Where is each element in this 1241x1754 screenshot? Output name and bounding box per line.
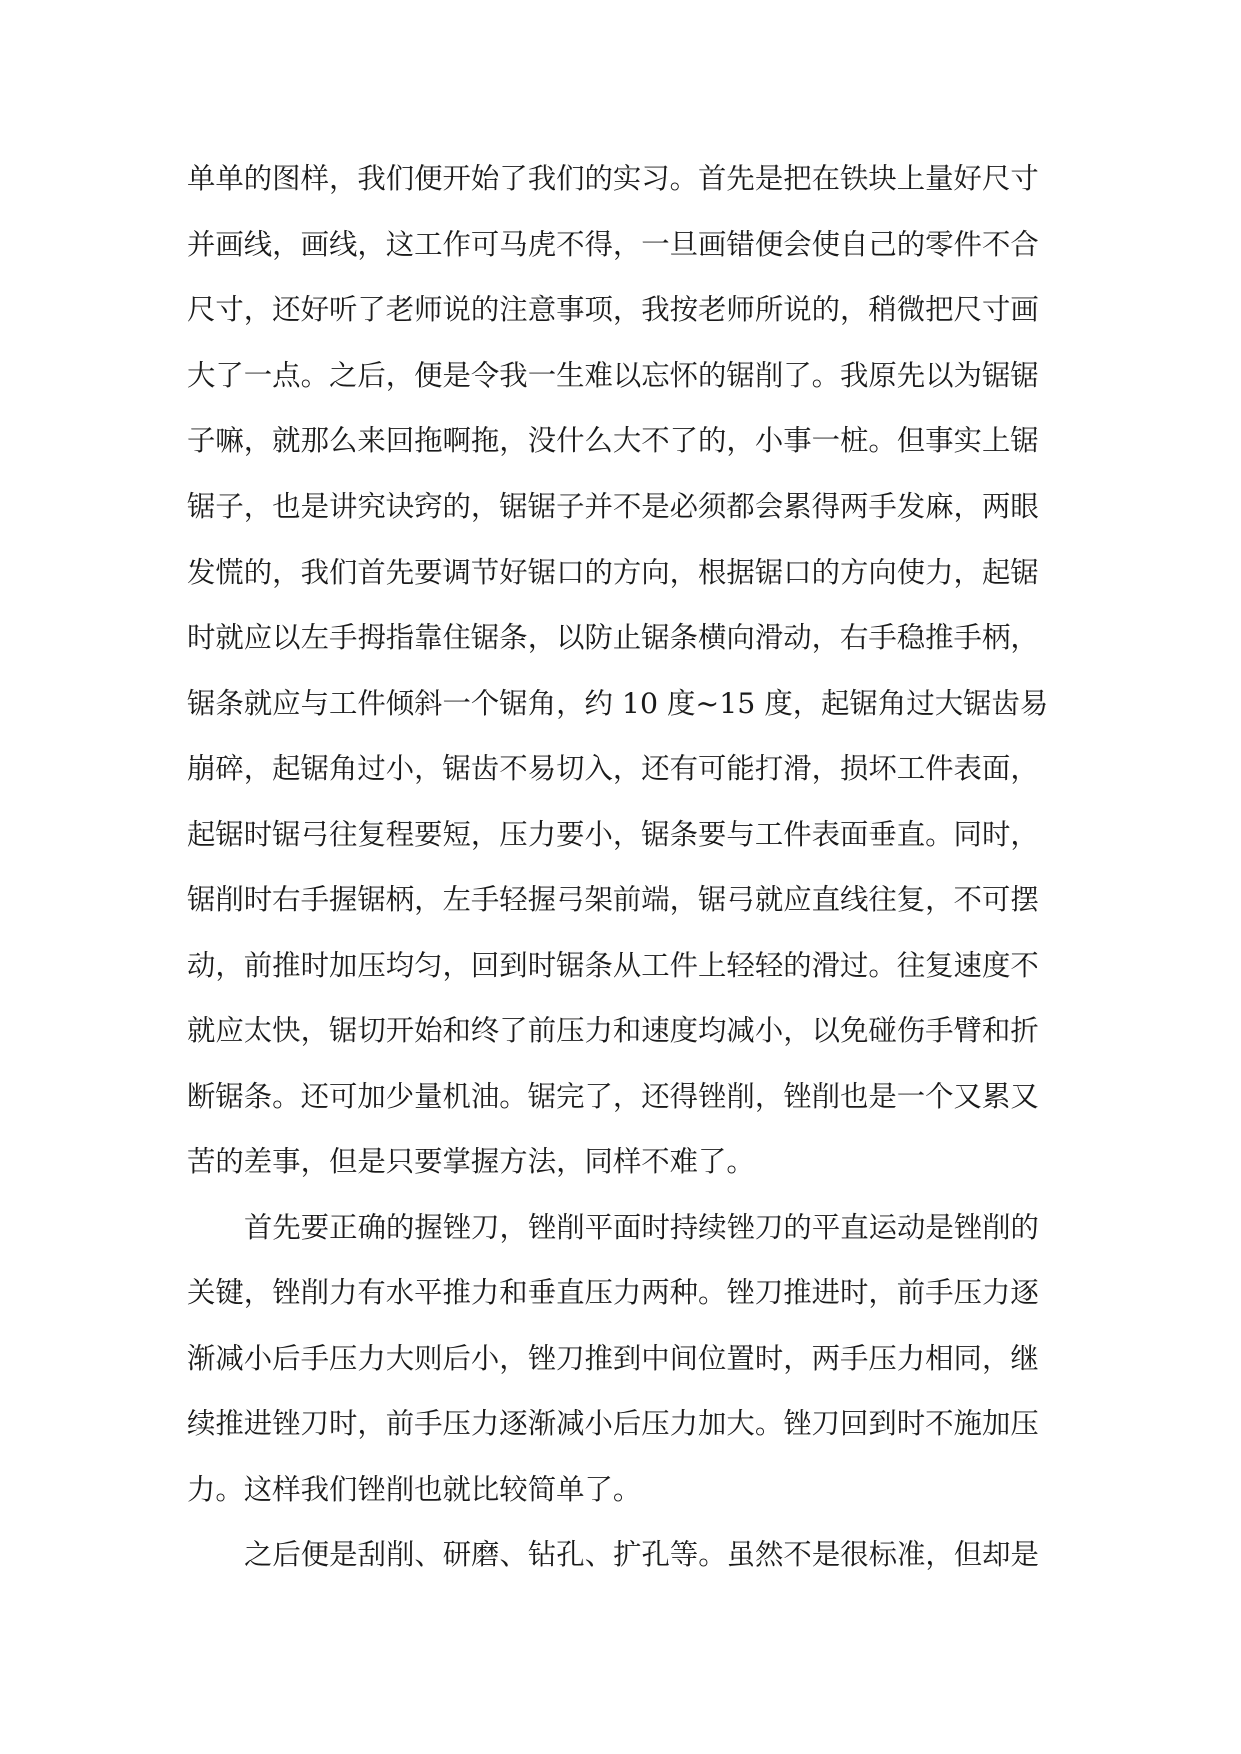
paragraph-1-line-11: 起锯时锯弓往复程要短，压力要小，锯条要与工件表面垂直。同时， — [187, 818, 1039, 851]
paragraph-2-line-1: 首先要正确的握锉刀，锉削平面时持续锉刀的平直运动是锉削的 — [244, 1211, 1039, 1244]
paragraph-1-line-7: 发慌的，我们首先要调节好锯口的方向，根据锯口的方向使力，起锯 — [187, 556, 1039, 589]
paragraph-2-line-5: 力。这样我们锉削也就比较简单了。 — [187, 1473, 642, 1506]
paragraph-2-line-3: 渐减小后手压力大则后小，锉刀推到中间位置时，两手压力相同，继 — [187, 1342, 1039, 1375]
paragraph-1-line-10: 崩碎，起锯角过小，锯齿不易切入，还有可能打滑，损坏工件表面， — [187, 752, 1039, 785]
paragraph-2-line-4: 续推进锉刀时，前手压力逐渐减小后压力加大。锉刀回到时不施加压 — [187, 1407, 1039, 1440]
paragraph-1-line-9: 锯条就应与工件倾斜一个锯角，约 10 度~15 度，起锯角过大锯齿易 — [187, 687, 1049, 720]
paragraph-1-line-5: 子嘛，就那么来回拖啊拖，没什么大不了的，小事一桩。但事实上锯 — [187, 424, 1039, 457]
paragraph-1-line-15: 断锯条。还可加少量机油。锯完了，还得锉削，锉削也是一个又累又 — [187, 1080, 1039, 1113]
paragraph-1-line-14: 就应太快，锯切开始和终了前压力和速度均减小，以免碰伤手臂和折 — [187, 1014, 1039, 1047]
paragraph-1-line-8: 时就应以左手拇指靠住锯条，以防止锯条横向滑动，右手稳推手柄， — [187, 621, 1039, 654]
paragraph-1-line-16: 苦的差事，但是只要掌握方法，同样不难了。 — [187, 1145, 755, 1178]
paragraph-1-line-4: 大了一点。之后，便是令我一生难以忘怀的锯削了。我原先以为锯锯 — [187, 359, 1039, 392]
paragraph-1-line-6: 锯子，也是讲究诀窍的，锯锯子并不是必须都会累得两手发麻，两眼 — [187, 490, 1039, 523]
paragraph-3-line-1: 之后便是刮削、研磨、钻孔、扩孔等。虽然不是很标准，但却是 — [244, 1538, 1039, 1571]
paragraph-1-line-13: 动，前推时加压均匀，回到时锯条从工件上轻轻的滑过。往复速度不 — [187, 949, 1039, 982]
paragraph-1-line-2: 并画线，画线，这工作可马虎不得，一旦画错便会使自己的零件不合 — [187, 228, 1039, 261]
paragraph-1-line-12: 锯削时右手握锯柄，左手轻握弓架前端，锯弓就应直线往复，不可摆 — [187, 883, 1039, 916]
paragraph-1-line-3: 尺寸，还好听了老师说的注意事项，我按老师所说的，稍微把尺寸画 — [187, 293, 1039, 326]
paragraph-2-line-2: 关键，锉削力有水平推力和垂直压力两种。锉刀推进时，前手压力逐 — [187, 1276, 1039, 1309]
paragraph-1-line-1: 单单的图样，我们便开始了我们的实习。首先是把在铁块上量好尺寸 — [187, 162, 1039, 195]
